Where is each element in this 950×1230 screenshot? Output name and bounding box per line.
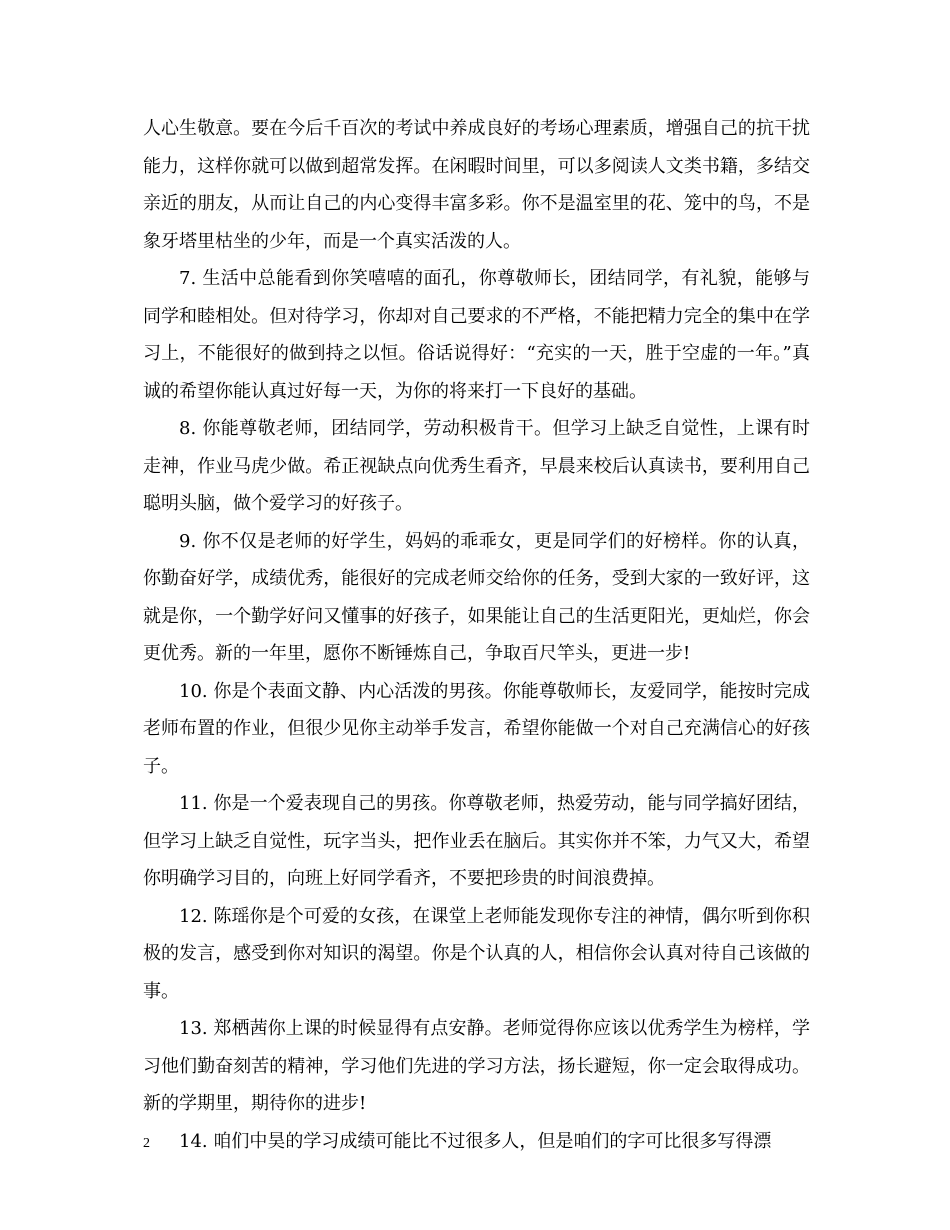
paragraph-item-14: 14. 咱们中昊的学习成绩可能比不过很多人，但是咱们的字可比很多写得漂 [179, 1130, 772, 1152]
paragraph-item-10: 10. 你是个表面文静、内心活泼的男孩。你能尊敬师长，友爱同学，能按时完成老师布置的作业，但很少见你主动举手发言，希望你能做一个对自己充满信心的好孩子。 [143, 680, 810, 777]
document-body [143, 110, 810, 1160]
paragraph-item-13: 13. 郑栖茜你上课的时候显得有点安静。老师觉得你应该以优秀学生为榜样，学习他们勤奋刻苦的精神，学习他们先进的学习方法，扬长避短，你一定会取得成功。新的学期里，期待你的进步! [143, 1018, 810, 1114]
paragraph-item-11: 11. 你是一个爱表现自己的男孩。你尊敬老师，热爱劳动，能与同学搞好团结，但学习上缺乏自觉性，玩字当头，把作业丢在脑后。其实你并不笨，力气又大，希望你明确学习目的，向班上好同学看齐，不要把珍贵的时间浪费掉。 [143, 793, 810, 889]
paragraph-item-8: 8. 你能尊敬老师，团结同学，劳动积极肯干。但学习上缺乏自觉性，上课有时走神，作业马虎少做。希正视缺点向优秀生看齐，早晨来校后认真读书，要利用自己聪明头脑，做个爱学习的好孩子。 [143, 418, 810, 514]
paragraph-item-9: 9. 你不仅是老师的好学生，妈妈的乖乖女，更是同学们的好榜样。你的认真，你勤奋好学，成绩优秀，能很好的完成老师交给你的任务，受到大家的一致好评，这就是你，一个勤学好问又懂事的好孩子，如果能让自己的生活更阳光，更灿烂，你会更优秀。新的一年里，愿你不断锤炼自己，争取百尺竿头，更进一步! [143, 530, 810, 664]
paragraph-continuation: 人心生敬意。要在今后千百次的考试中养成良好的考场心理素质，增强自己的抗干扰能力，这样你就可以做到超常发挥。在闲暇时间里，可以多阅读人文类书籍，多结交亲近的朋友，从而让自己的内心变得丰富多彩。你不是温室里的花、笼中的鸟，不是象牙塔里枯坐的少年，而是一个真实活泼的人。 [143, 118, 810, 252]
paragraph-item-7: 7. 生活中总能看到你笑嘻嘻的面孔，你尊敬师长，团结同学，有礼貌，能够与同学和睦相处。但对待学习，你却对自己要求的不严格，不能把精力完全的集中在学习上，不能很好的做到持之以恒。俗话说得好：“充实的一天，胜于空虚的一年。”真诚的希望你能认真过好每一天，为你的将来打一下良好的基础。 [143, 268, 810, 402]
paragraph-item-12: 12. 陈瑶你是个可爱的女孩，在课堂上老师能发现你专注的神情，偶尔听到你积极的发言，感受到你对知识的渴望。你是个认真的人，相信你会认真对待自己该做的事。 [143, 905, 810, 1002]
page-number: 2 [143, 1136, 150, 1151]
